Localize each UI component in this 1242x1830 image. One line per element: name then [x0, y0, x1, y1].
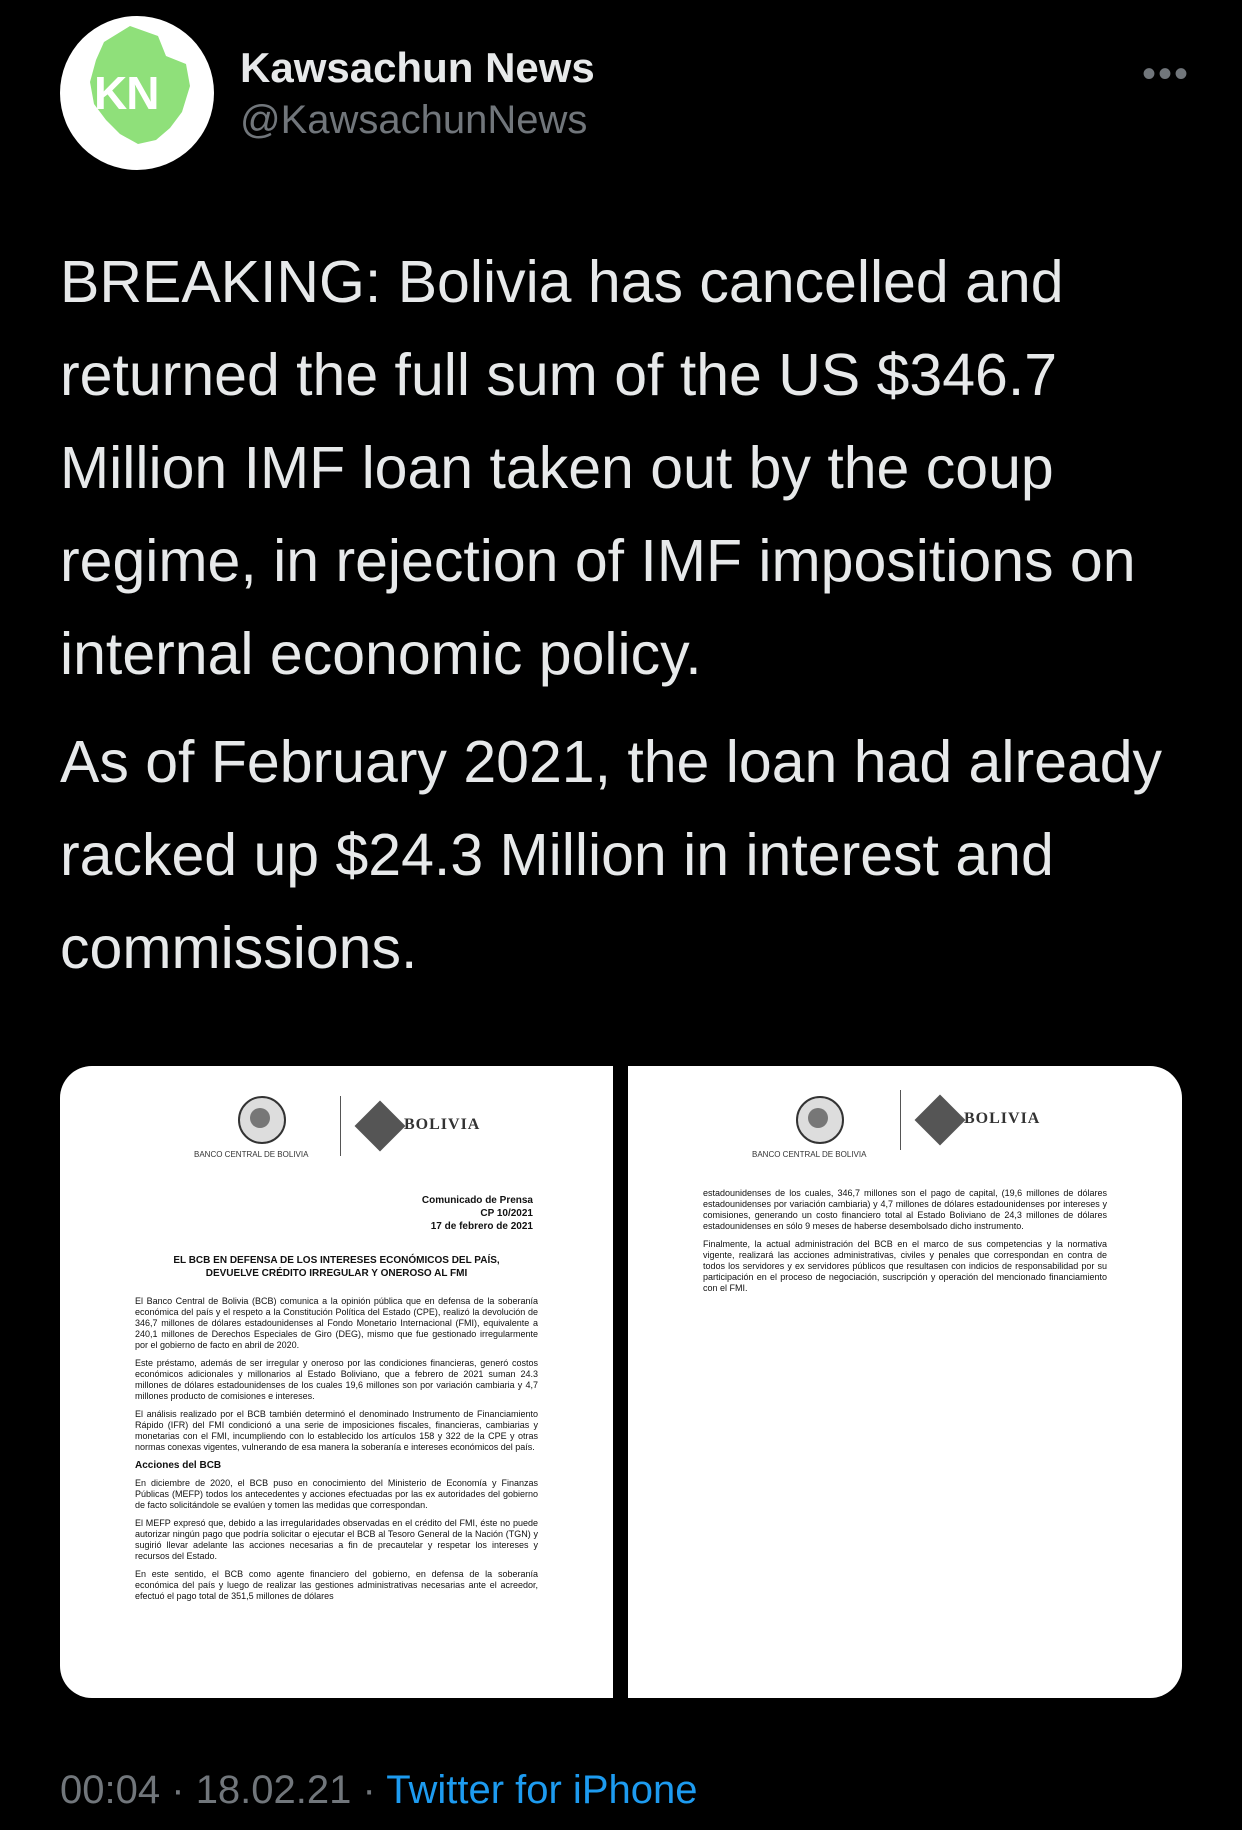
- bolivia-wordmark: BOLIVIA: [404, 1116, 481, 1133]
- doc-paragraph: Finalmente, la actual administración del BCB en el marco de sus competencias y la normativa vigente, realizará las acciones administrativas, civiles y penales que correspondan en contra de todos los servidores y ex servidores públicos que resultasen con indicios de responsabilidad por su participación en el proceso de negociación, suscripción y operación del mencionado financiamiento con el FMI.: [703, 1239, 1107, 1293]
- tweet-text: [60, 236, 1170, 995]
- doc-paragraph: El análisis realizado por el BCB también determinó el denominado Instrumento de Financiamiento Rápido (IFR) del FMI condicionó a una serie de imposiciones fiscales, financieras, cambiarias y monetarias con el FMI, incumpliendo con lo establecido los artículos 158 y 322 de la CPE y otras normas conexas vigentes, vulnerando de esa manera la soberanía e intereses económicos del país.: [135, 1409, 538, 1452]
- press-header: [422, 1194, 533, 1233]
- tweet-header: [60, 16, 1190, 170]
- bank-seal-icon: [238, 1096, 286, 1144]
- media-image-press-release-page-1[interactable]: [60, 1066, 613, 1698]
- letterhead: [628, 1096, 1182, 1166]
- document-body: [703, 1188, 1107, 1301]
- letterhead: [60, 1096, 613, 1166]
- divider: [900, 1090, 901, 1150]
- avatar[interactable]: [60, 16, 214, 170]
- doc-paragraph: En este sentido, el BCB como agente financiero del gobierno, en defensa de la soberanía económica del país y luego de realizar las gestiones administrativas necesarias ante el acreedor, efectuó el pago total de 351,5 millones de dólares: [135, 1569, 538, 1601]
- tweet-metadata: [60, 1768, 697, 1813]
- tweet-date: 18.02.21: [195, 1768, 352, 1812]
- title-line: EL BCB EN DEFENSA DE LOS INTERESES ECONÓMICOS DEL PAÍS,: [173, 1255, 500, 1266]
- avatar-initials: KN: [94, 67, 159, 119]
- divider: [340, 1096, 341, 1156]
- author-display-name[interactable]: Kawsachun News: [240, 44, 595, 91]
- bank-label: BANCO CENTRAL DE BOLIVIA: [194, 1150, 309, 1159]
- doc-paragraph: El Banco Central de Bolivia (BCB) comunica a la opinión pública que en defensa de la soberanía económica del país y el respeto a la Constitución Política del Estado (CPE), realizó la devolución de 346,7 millones de dólares estadounidenses al Fondo Monetario Internacional (FMI), equivalente a 240,1 millones de Derechos Especiales de Giro (DEG), mismo que fue gestionado irregularmente por el gobierno de facto en abril de 2020.: [135, 1296, 538, 1350]
- press-label: Comunicado de Prensa: [421, 1195, 533, 1206]
- bolivia-emblem-icon: [915, 1095, 966, 1146]
- bolivia-wordmark: BOLIVIA: [964, 1110, 1041, 1127]
- title-line: DEVUELVE CRÉDITO IRREGULAR Y ONEROSO AL FMI: [205, 1268, 468, 1279]
- doc-paragraph: El MEFP expresó que, debido a las irregularidades observadas en el crédito del FMI, éste no puede autorizar ningún pago que podría solicitar o ejecutar el BCB al Tesoro General de la Nación (TGN) y sugirió llevar adelante las acciones necesarias a fin de precautelar y respetar los intereses y recursos del Estado.: [135, 1518, 538, 1561]
- tweet-paragraph: As of February 2021, the loan had already racked up $24.3 Million in interest and commissions.: [60, 729, 1163, 981]
- media-grid: [60, 1066, 1182, 1698]
- bank-label: BANCO CENTRAL DE BOLIVIA: [752, 1150, 867, 1159]
- doc-paragraph: Este préstamo, además de ser irregular y oneroso por las condiciones financieras, generó costos económicos adicionales y millonarios al Estado Boliviano, que a febrero de 2021 suman 24.3 millones de dólares estadounidenses de los cuales 19,6 millones son por variación cambiaria y 4,7 millones producto de comisiones e intereses.: [135, 1358, 538, 1401]
- document-body: [135, 1296, 538, 1609]
- author-handle[interactable]: @KawsachunNews: [240, 98, 588, 142]
- doc-section-heading: Acciones del BCB: [135, 1460, 222, 1471]
- bank-seal-icon: [796, 1096, 844, 1144]
- document-title: [120, 1254, 553, 1280]
- tweet-time: 00:04: [60, 1768, 161, 1812]
- media-image-press-release-page-2[interactable]: [628, 1066, 1182, 1698]
- doc-paragraph: estadounidenses de los cuales, 346,7 millones son el pago de capital, (19,6 millones de dólares estadounidenses por variación cambiaria) y 4,7 millones de dólares estadounidenses por intereses y comisiones, generando un costo financiero total al Estado Boliviano de 24,3 millones de dólares estadounidenses en sólo 9 meses de haberse desembolsado dicho instrumento.: [703, 1188, 1107, 1231]
- press-number: CP 10/2021: [480, 1208, 533, 1219]
- more-options-icon[interactable]: •••: [1141, 52, 1190, 96]
- tweet-source-link[interactable]: Twitter for iPhone: [386, 1768, 698, 1812]
- doc-paragraph: En diciembre de 2020, el BCB puso en conocimiento del Ministerio de Economía y Finanzas Públicas (MEFP) todos los antecedentes y acciones efectuadas por las ex autoridades del gobierno de facto solicitándole se evalúen y tomen las medidas que correspondan.: [135, 1478, 538, 1510]
- separator-dot: ·: [362, 1768, 376, 1812]
- separator-dot: ·: [171, 1768, 185, 1812]
- press-date: 17 de febrero de 2021: [430, 1221, 533, 1232]
- bolivia-emblem-icon: [355, 1101, 406, 1152]
- tweet-paragraph: BREAKING: Bolivia has cancelled and returned the full sum of the US $346.7 Million IMF loan taken out by the coup regime, in rejection of IMF impositions on internal economic policy.: [60, 249, 1136, 687]
